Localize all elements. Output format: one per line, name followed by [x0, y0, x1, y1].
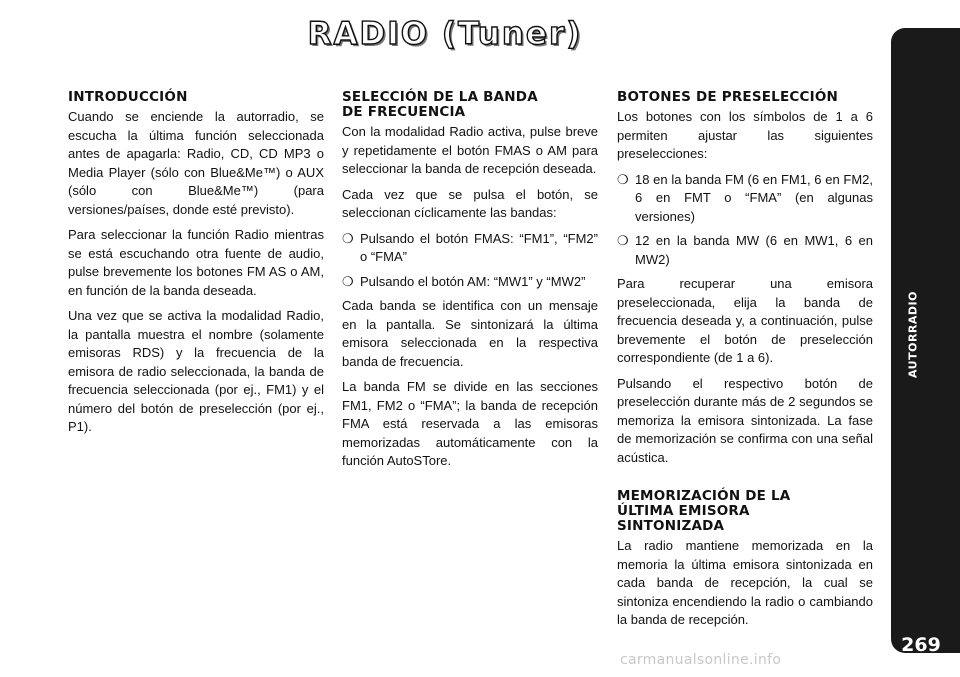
- paragraph: La radio mantiene memorizada en la memoria la última emisora sintonizada en cada banda de recepción, la cual se sintoniza encendiendo la radio o cambiando la banda de recepción.: [617, 538, 873, 627]
- paragraph: Cuando se enciende la autorradio, se escucha la última función seleccionada antes de apagarla: Radio, CD, CD MP3 o Media Player (sólo con Blue&Me™) o AUX (sólo con Blue&Me™) (para versiones/países, donde esté previsto).: [68, 109, 324, 217]
- list-item: [617, 232, 873, 269]
- list-item: [342, 273, 598, 292]
- list-item: [342, 230, 598, 267]
- list-item-text: 18 en la banda FM (6 en FM1, 6 en FM2, 6 en FMT o “FMA” (en algunas versiones): [635, 171, 873, 224]
- page-number: 269: [901, 634, 941, 656]
- heading-memorizacion: MEMORIZACIÓN DE LA ÚLTIMA EMISORA SINTONIZADA: [617, 488, 791, 534]
- list-item-text: 12 en la banda MW (6 en MW1, 6 en MW2): [635, 233, 873, 267]
- heading-introduccion: INTRODUCCIÓN: [68, 89, 188, 105]
- paragraph: Para seleccionar la función Radio mientras se está escuchando otra fuente de audio, pulse brevemente los botones FM AS o AM, en función de la banda deseada.: [68, 227, 324, 298]
- list-item-text: Pulsando el botón AM: “MW1” y “MW2”: [360, 273, 586, 289]
- paragraph: Una vez que se activa la modalidad Radio, la pantalla muestra el nombre (solamente emisoras RDS) y la frecuencia de la emisora de radio seleccionada, la banda de frecuencia seleccionada (por ej., FM1) y el número del botón de preselección (por ej., P1).: [68, 308, 324, 434]
- page-title: RADIO (Tuner): [307, 16, 583, 52]
- watermark: carmanualsonline.info: [620, 652, 782, 668]
- side-tab: [891, 28, 960, 653]
- list-item-text: Pulsando el botón FMAS: “FM1”, “FM2” o “FMA”: [360, 230, 598, 264]
- bullet-circle-icon: ❍: [617, 233, 629, 248]
- paragraph: La banda FM se divide en las secciones FM1, FM2 o “FMA”; la banda de recepción FMA está reservada a las emisoras memorizadas automáticamente con la función AutoSTore.: [342, 379, 598, 468]
- column-introduccion: [68, 90, 324, 444]
- bullet-circle-icon: ❍: [342, 230, 354, 246]
- heading-botones-preseleccion: BOTONES DE PRESELECCIÓN: [617, 89, 839, 105]
- paragraph: Los botones con los símbolos de 1 a 6 permiten ajustar las siguientes preselecciones:: [617, 109, 873, 161]
- column-botones-preseleccion: [617, 90, 873, 637]
- list-item: [617, 171, 873, 227]
- bullet-circle-icon: ❍: [342, 273, 354, 289]
- column-seleccion-banda: [342, 90, 598, 478]
- heading-seleccion-banda: SELECCIÓN DE LA BANDA DE FRECUENCIA: [342, 89, 538, 120]
- bullet-circle-icon: ❍: [617, 171, 629, 187]
- paragraph: Para recuperar una emisora preseleccionada, elija la banda de frecuencia deseada y, a continuación, pulse brevemente el botón de preselección correspondiente (de 1 a 6).: [617, 276, 873, 365]
- side-tab-label: [907, 358, 920, 378]
- paragraph: Pulsando el respectivo botón de preselección durante más de 2 segundos se memoriza la emisora sintonizada. La fase de memorización se confirma con una señal acústica.: [617, 375, 873, 465]
- paragraph: Cada banda se identifica con un mensaje en la pantalla. Se sintonizará la última emisora seleccionada en la respectiva banda de frecuencia.: [342, 298, 598, 369]
- paragraph: Cada vez que se pulsa el botón, se seleccionan cíclicamente las bandas:: [342, 186, 598, 220]
- paragraph: Con la modalidad Radio activa, pulse breve y repetidamente el botón FMAS o AM para seleccionar la banda de recepción deseada.: [342, 124, 598, 176]
